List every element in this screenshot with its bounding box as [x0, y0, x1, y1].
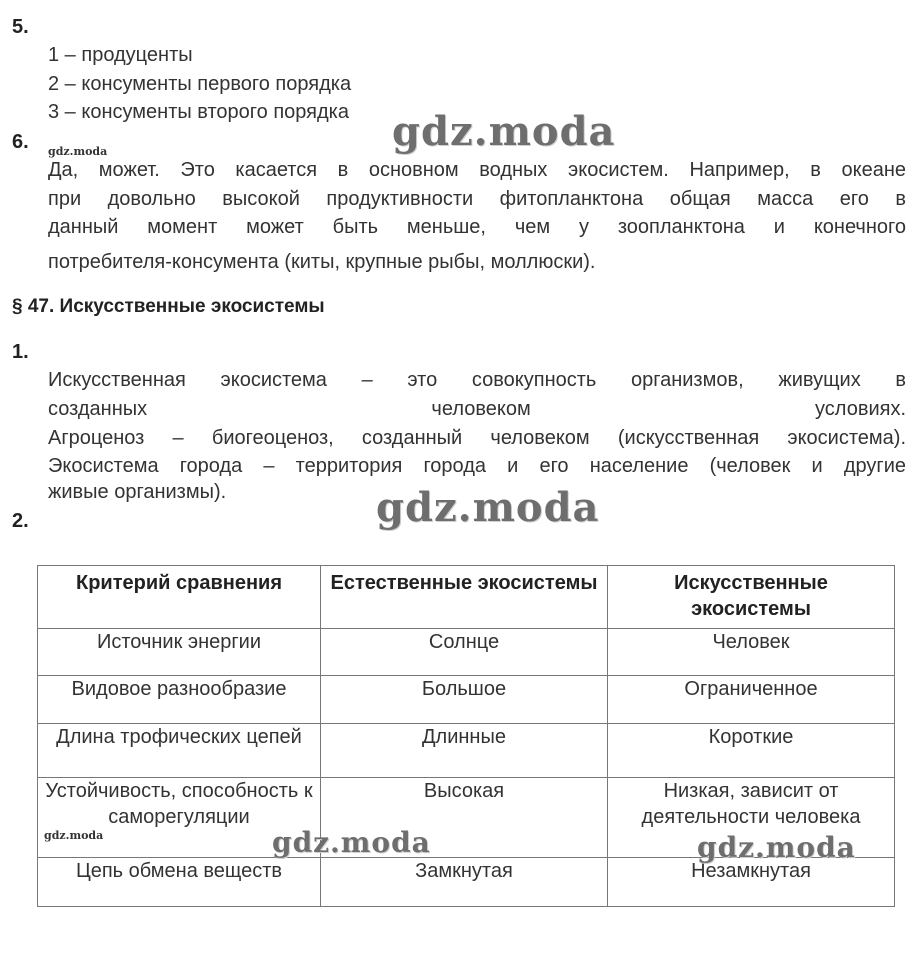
task-number-2: 2.: [12, 510, 29, 532]
answer-line: 1 – продуценты: [48, 44, 193, 66]
table-row: [38, 724, 895, 778]
table-header-row: [38, 566, 895, 629]
task-number-1: 1.: [12, 341, 29, 363]
table-row: [38, 676, 895, 724]
table-cell: Короткие: [608, 724, 895, 778]
watermark-small: gdz.moda: [44, 829, 104, 842]
table-cell: Длинные: [321, 724, 608, 778]
table-cell: Устойчивость, способность к саморегуляции: [38, 778, 321, 858]
task-number-6: 6.: [12, 131, 29, 153]
table-cell: Замкнутая: [321, 858, 608, 907]
answer-line: Искусственная экосистема – это совокупность организмов, живущих в: [48, 369, 906, 391]
watermark: gdz.moda: [376, 484, 600, 531]
table-row: [38, 629, 895, 676]
answer-line: созданных человеком условиях.: [48, 398, 906, 420]
table-row: [38, 858, 895, 907]
table-cell: Человек: [608, 629, 895, 676]
task-number-5: 5.: [12, 16, 29, 38]
table-cell: Длина трофических цепей: [38, 724, 321, 778]
table-header-cell: Естественные экосистемы: [321, 566, 608, 629]
watermark: gdz.moda: [697, 831, 856, 864]
table-cell: Ограниченное: [608, 676, 895, 724]
table-cell: Цепь обмена веществ: [38, 858, 321, 907]
watermark: gdz.moda: [392, 108, 616, 155]
section-heading: § 47. Искусственные экосистемы: [12, 296, 325, 317]
table-cell: Большое: [321, 676, 608, 724]
answer-line: при довольно высокой продуктивности фитопланктона общая масса его в: [48, 188, 906, 210]
table-cell: Низкая, зависит от деятельности человека: [608, 778, 895, 858]
answer-line: Да, может. Это касается в основном водных экосистем. Например, в океане: [48, 159, 906, 181]
answer-line: потребителя-консумента (киты, крупные рыбы, моллюски).: [48, 251, 596, 273]
table-cell: Солнце: [321, 629, 608, 676]
table-header-cell: Критерий сравнения: [38, 566, 321, 629]
watermark-small: gdz.moda: [48, 145, 108, 158]
table-header-cell: Искусственные экосистемы: [608, 566, 895, 629]
answer-line: Экосистема города – территория города и его население (человек и другие: [48, 455, 906, 477]
table-cell: Источник энергии: [38, 629, 321, 676]
answer-line: данный момент может быть меньше, чем у зоопланктона и конечного: [48, 216, 906, 238]
answer-line: 2 – консументы первого порядка: [48, 73, 352, 95]
table-cell: Высокая: [321, 778, 608, 858]
table-cell: Незамкнутая: [608, 858, 895, 907]
answer-line: 3 – консументы второго порядка: [48, 101, 349, 123]
answer-line: живые организмы).: [48, 481, 227, 503]
answer-line: Агроценоз – биогеоценоз, созданный человеком (искусственная экосистема).: [48, 427, 906, 449]
watermark: gdz.moda: [272, 826, 431, 859]
table-cell: Видовое разнообразие: [38, 676, 321, 724]
